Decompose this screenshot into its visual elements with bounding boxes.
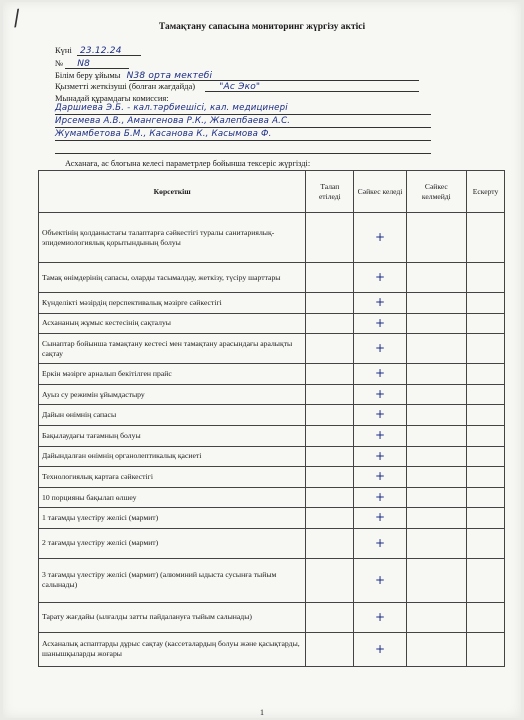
indicator-cell: Асханалық аспаптарды дұрыс сақтау (кассеталардың болуы және қасықтарды, шанышқыларды жоғары bbox=[39, 632, 306, 666]
header-note: Ескерту bbox=[467, 171, 505, 213]
table-row bbox=[39, 313, 505, 334]
required-cell bbox=[306, 425, 354, 446]
noncompliant-cell bbox=[406, 313, 466, 334]
noncompliant-cell bbox=[406, 213, 466, 263]
note-cell bbox=[467, 558, 505, 602]
compliant-cell: + bbox=[354, 293, 406, 314]
required-cell bbox=[306, 528, 354, 558]
header-required: Талап етіледі bbox=[306, 171, 354, 213]
noncompliant-cell bbox=[406, 487, 466, 508]
compliant-cell: + bbox=[354, 384, 406, 405]
table-row bbox=[39, 602, 505, 632]
compliant-cell: + bbox=[354, 602, 406, 632]
date-value: 23.12.24 bbox=[79, 46, 122, 56]
noncompliant-cell bbox=[406, 602, 466, 632]
table-row bbox=[39, 632, 505, 666]
compliant-cell: + bbox=[354, 313, 406, 334]
compliant-cell: + bbox=[354, 425, 406, 446]
inspection-table bbox=[38, 170, 505, 667]
table-row bbox=[39, 213, 505, 263]
note-cell bbox=[467, 602, 505, 632]
commission-label: Мынадай құрамдағы комиссия: bbox=[55, 93, 169, 103]
header-compliant: Сәйкес келеді bbox=[354, 171, 406, 213]
table-row bbox=[39, 384, 505, 405]
compliant-cell: + bbox=[354, 213, 406, 263]
required-cell bbox=[306, 487, 354, 508]
required-cell bbox=[306, 263, 354, 293]
indicator-cell: Дайын өнімнің сапасы bbox=[39, 405, 306, 426]
noncompliant-cell bbox=[406, 528, 466, 558]
noncompliant-cell bbox=[406, 293, 466, 314]
note-cell bbox=[467, 213, 505, 263]
note-cell bbox=[467, 467, 505, 488]
inspection-intro: Асханаға, ас блогына келесі параметрлер бойынша тексеріс жүргізді: bbox=[65, 159, 311, 168]
compliant-cell: + bbox=[354, 487, 406, 508]
compliant-cell: + bbox=[354, 528, 406, 558]
indicator-cell: Бақылаудағы тағамның болуы bbox=[39, 425, 306, 446]
number-label: № bbox=[55, 58, 64, 68]
compliant-cell: + bbox=[354, 632, 406, 666]
indicator-cell: Тарату жағдайы (ылғалды затты пайдалануға тыйым салынады) bbox=[39, 602, 306, 632]
noncompliant-cell bbox=[406, 425, 466, 446]
compliant-cell: + bbox=[354, 446, 406, 467]
note-cell bbox=[467, 263, 505, 293]
noncompliant-cell bbox=[406, 508, 466, 529]
indicator-cell: 3 тағамды үлестіру желісі (мармит) (алюминий ыдыста сусынға тыйым салынады) bbox=[39, 558, 306, 602]
note-cell bbox=[467, 334, 505, 364]
supplier-label: Қызметті жеткізуші (болған жағдайда) bbox=[55, 81, 196, 91]
commission-member-line-1: Даршиева Э.Б. - кал.тәрбиешісі, кал. медицинері bbox=[55, 103, 288, 113]
indicator-cell: Күнделікті мәзірдің перспективалық мәзірге сәйкестігі bbox=[39, 293, 306, 314]
note-cell bbox=[467, 528, 505, 558]
noncompliant-cell bbox=[406, 467, 466, 488]
table-row bbox=[39, 558, 505, 602]
compliant-cell: + bbox=[354, 263, 406, 293]
document-title: Тамақтану сапасына мониторинг жүргізу актісі bbox=[158, 22, 366, 32]
noncompliant-cell bbox=[406, 384, 466, 405]
noncompliant-cell bbox=[406, 364, 466, 385]
required-cell bbox=[306, 632, 354, 666]
indicator-cell: Технологиялық картаға сәйкестігі bbox=[39, 467, 306, 488]
compliant-cell: + bbox=[354, 405, 406, 426]
table-row bbox=[39, 405, 505, 426]
noncompliant-cell bbox=[406, 446, 466, 467]
supplier-value: "Ас Эко" bbox=[219, 82, 261, 92]
note-cell bbox=[467, 405, 505, 426]
required-cell bbox=[306, 293, 354, 314]
school-value: N38 орта мектебі bbox=[126, 71, 213, 81]
note-cell bbox=[467, 364, 505, 385]
handwritten-corner-mark: / bbox=[11, 5, 23, 32]
note-cell bbox=[467, 384, 505, 405]
compliant-cell: + bbox=[354, 558, 406, 602]
document-page bbox=[3, 2, 521, 718]
number-value: N8 bbox=[77, 59, 91, 69]
required-cell bbox=[306, 213, 354, 263]
note-cell bbox=[467, 425, 505, 446]
table-row bbox=[39, 487, 505, 508]
table-row bbox=[39, 467, 505, 488]
compliant-cell: + bbox=[354, 334, 406, 364]
commission-member-line-3: Жумамбетова Б.М., Касанова К., Касымова Ф. bbox=[55, 129, 272, 139]
indicator-cell: Тамақ өнімдерінің сапасы, оларды тасымалдау, жеткізу, түсіру шарттары bbox=[39, 263, 306, 293]
required-cell bbox=[306, 446, 354, 467]
note-cell bbox=[467, 632, 505, 666]
date-label: Күні bbox=[55, 45, 72, 55]
indicator-cell: Асхананың жұмыс кестесінің сақталуы bbox=[39, 313, 306, 334]
table-row bbox=[39, 425, 505, 446]
compliant-cell: + bbox=[354, 467, 406, 488]
noncompliant-cell bbox=[406, 405, 466, 426]
indicator-cell: Еркін мәзірге арналып бекітілген прайс bbox=[39, 364, 306, 385]
header-indicator: Көрсеткіш bbox=[39, 171, 306, 213]
note-cell bbox=[467, 446, 505, 467]
indicator-cell: Объектінің қолданыстағы талаптарға сәйкестігі туралы санитариялық-эпидемиологиялық қорытындының болуы bbox=[39, 213, 306, 263]
required-cell bbox=[306, 405, 354, 426]
indicator-cell: Дайындалған өнімнің органолептикалық қасиеті bbox=[39, 446, 306, 467]
note-cell bbox=[467, 487, 505, 508]
table-row bbox=[39, 293, 505, 314]
note-cell bbox=[467, 293, 505, 314]
required-cell bbox=[306, 364, 354, 385]
required-cell bbox=[306, 313, 354, 334]
note-cell bbox=[467, 313, 505, 334]
compliant-cell: + bbox=[354, 364, 406, 385]
table-header-row bbox=[39, 171, 505, 213]
page-number: 1 bbox=[260, 708, 264, 717]
table-row bbox=[39, 263, 505, 293]
required-cell bbox=[306, 334, 354, 364]
required-cell bbox=[306, 467, 354, 488]
table-row bbox=[39, 446, 505, 467]
indicator-cell: Сынаптар бойынша тамақтану кестесі мен тамақтану арасындағы аралықты сақтау bbox=[39, 334, 306, 364]
noncompliant-cell bbox=[406, 263, 466, 293]
school-label: Білім беру ұйымы bbox=[55, 70, 121, 80]
indicator-cell: Ауыз су режимін ұйымдастыру bbox=[39, 384, 306, 405]
table-row bbox=[39, 364, 505, 385]
compliant-cell: + bbox=[354, 508, 406, 529]
noncompliant-cell bbox=[406, 558, 466, 602]
indicator-cell: 2 тағамды үлестіру желісі (мармит) bbox=[39, 528, 306, 558]
indicator-cell: 10 порцияны бақылап өлшеу bbox=[39, 487, 306, 508]
table-row bbox=[39, 508, 505, 529]
required-cell bbox=[306, 508, 354, 529]
table-row bbox=[39, 334, 505, 364]
table-row bbox=[39, 528, 505, 558]
indicator-cell: 1 тағамды үлестіру желісі (мармит) bbox=[39, 508, 306, 529]
required-cell bbox=[306, 602, 354, 632]
noncompliant-cell bbox=[406, 632, 466, 666]
required-cell bbox=[306, 384, 354, 405]
commission-member-line-2: Ирсемева А.В., Амангенова Р.К., Жалепбаева А.С. bbox=[55, 116, 291, 126]
note-cell bbox=[467, 508, 505, 529]
noncompliant-cell bbox=[406, 334, 466, 364]
header-noncompliant: Сәйкес келмейді bbox=[406, 171, 466, 213]
required-cell bbox=[306, 558, 354, 602]
